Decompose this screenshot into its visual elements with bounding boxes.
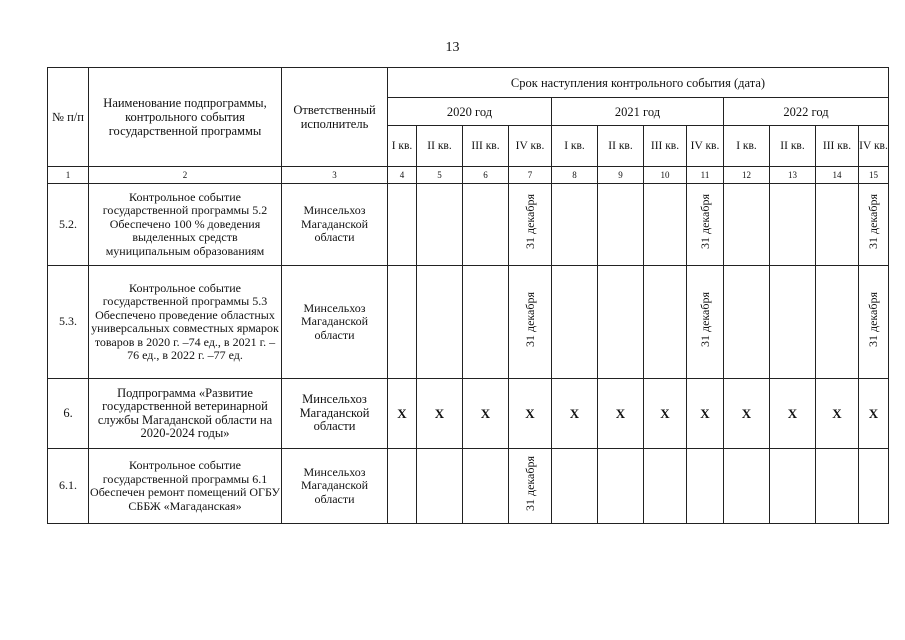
- column-number: 4: [388, 167, 417, 184]
- row-name: Подпрограмма «Развитие государственной ветеринарной службы Магаданской области на 2020-2024 годы»: [89, 379, 282, 449]
- quarter-cell: [816, 184, 859, 266]
- not-applicable-mark: Х: [741, 405, 752, 421]
- row-number: 5.3.: [48, 266, 89, 379]
- quarter-cell: [552, 379, 598, 449]
- header-num: № п/п: [48, 68, 89, 167]
- quarter-cell: [724, 379, 770, 449]
- deadline-date: 31 декабря: [522, 291, 537, 348]
- quarter-cell: [388, 379, 417, 449]
- quarter-cell: [687, 449, 724, 524]
- table-row: [48, 449, 889, 524]
- quarter-cell: [770, 266, 816, 379]
- row-number: 5.2.: [48, 184, 89, 266]
- column-number: 15: [859, 167, 889, 184]
- quarter-cell: [859, 379, 889, 449]
- not-applicable-mark: Х: [525, 405, 535, 421]
- column-number: 1: [48, 167, 89, 184]
- quarter-cell: [770, 379, 816, 449]
- quarter-cell: [598, 266, 644, 379]
- row-responsible: Минсельхоз Магаданской области: [282, 266, 388, 379]
- deadline-date: 31 декабря: [866, 194, 880, 250]
- row-number: 6.: [48, 379, 89, 449]
- not-applicable-mark: Х: [434, 405, 445, 421]
- table-row: [48, 379, 889, 449]
- quarter-cell: [463, 449, 509, 524]
- row-name: Контрольное событие государственной программы 5.2 Обеспечено 100 % доведения выделенных средств муниципальным образованиям: [89, 184, 282, 266]
- quarter-cell: [509, 379, 552, 449]
- quarter-cell: [552, 184, 598, 266]
- quarter-cell: [598, 379, 644, 449]
- not-applicable-mark: Х: [397, 405, 407, 421]
- header-quarter: III кв.: [644, 126, 687, 167]
- table-row: [48, 266, 889, 379]
- not-applicable-mark: Х: [480, 405, 491, 421]
- not-applicable-mark: Х: [660, 405, 670, 421]
- column-number: 2: [89, 167, 282, 184]
- quarter-cell: [509, 449, 552, 524]
- not-applicable-mark: Х: [832, 405, 842, 421]
- column-number: 5: [417, 167, 463, 184]
- not-applicable-mark: Х: [615, 405, 626, 421]
- quarter-cell: [724, 266, 770, 379]
- deadline-date: 31 декабря: [522, 455, 537, 512]
- table-row: [48, 184, 889, 266]
- quarter-cell: [388, 266, 417, 379]
- deadline-date: 31 декабря: [522, 194, 537, 250]
- quarter-cell: [859, 266, 889, 379]
- page-number: 13: [445, 40, 460, 55]
- header-year-2021: 2021 год: [552, 98, 724, 126]
- not-applicable-mark: Х: [787, 405, 798, 421]
- control-events-table: [47, 67, 889, 524]
- not-applicable-mark: Х: [700, 405, 710, 421]
- column-number: 14: [816, 167, 859, 184]
- quarter-cell: [598, 184, 644, 266]
- row-name: Контрольное событие государственной программы 6.1 Обеспечен ремонт помещений ОГБУ СББЖ «Магаданская»: [89, 449, 282, 524]
- header-quarter: IV кв.: [687, 126, 724, 167]
- header-quarter: III кв.: [463, 126, 509, 167]
- column-number: 9: [598, 167, 644, 184]
- quarter-cell: [463, 184, 509, 266]
- header-year-2022: 2022 год: [724, 98, 889, 126]
- column-number: 6: [463, 167, 509, 184]
- quarter-cell: [687, 379, 724, 449]
- column-number: 3: [282, 167, 388, 184]
- quarter-cell: [388, 449, 417, 524]
- deadline-date: 31 декабря: [697, 194, 712, 250]
- quarter-cell: [417, 266, 463, 379]
- row-name: Контрольное событие государственной программы 5.3 Обеспечено проведение областных универсальных совместных ярмарок товаров в 2020 г. –74 ед., в 2021 г. – 76 ед., в 2022 г. –77 ед.: [89, 266, 282, 379]
- header-quarter: IV кв.: [859, 126, 889, 167]
- column-number: 10: [644, 167, 687, 184]
- header-quarter: I кв.: [388, 126, 417, 167]
- row-responsible: Минсельхоз Магаданской области: [282, 449, 388, 524]
- quarter-cell: [644, 379, 687, 449]
- column-number: 7: [509, 167, 552, 184]
- quarter-cell: [598, 449, 644, 524]
- column-number: 13: [770, 167, 816, 184]
- quarter-cell: [509, 266, 552, 379]
- header-responsible: Ответственный исполнитель: [282, 68, 388, 167]
- row-responsible: Минсельхоз Магаданской области: [282, 184, 388, 266]
- quarter-cell: [417, 184, 463, 266]
- row-responsible: Минсельхоз Магаданской области: [282, 379, 388, 449]
- not-applicable-mark: Х: [569, 405, 580, 421]
- column-number: 11: [687, 167, 724, 184]
- quarter-cell: [770, 184, 816, 266]
- quarter-cell: [724, 449, 770, 524]
- deadline-date: 31 декабря: [866, 291, 880, 348]
- quarter-cell: [770, 449, 816, 524]
- header-quarter: II кв.: [417, 126, 463, 167]
- column-number: 8: [552, 167, 598, 184]
- quarter-cell: [859, 184, 889, 266]
- quarter-cell: [724, 184, 770, 266]
- quarter-cell: [644, 449, 687, 524]
- header-quarter: I кв.: [724, 126, 770, 167]
- quarter-cell: [644, 266, 687, 379]
- quarter-cell: [388, 184, 417, 266]
- not-applicable-mark: Х: [868, 405, 879, 421]
- header-year-2020: 2020 год: [388, 98, 552, 126]
- header-quarter: III кв.: [816, 126, 859, 167]
- quarter-cell: [644, 184, 687, 266]
- quarter-cell: [509, 184, 552, 266]
- quarter-cell: [463, 266, 509, 379]
- quarter-cell: [417, 379, 463, 449]
- quarter-cell: [687, 184, 724, 266]
- quarter-cell: [816, 266, 859, 379]
- quarter-cell: [859, 449, 889, 524]
- column-number: 12: [724, 167, 770, 184]
- quarter-cell: [552, 449, 598, 524]
- header-quarter: I кв.: [552, 126, 598, 167]
- header-name: Наименование подпрограммы, контрольного события государственной программы: [89, 68, 282, 167]
- header-quarter: II кв.: [598, 126, 644, 167]
- quarter-cell: [463, 379, 509, 449]
- quarter-cell: [687, 266, 724, 379]
- quarter-cell: [417, 449, 463, 524]
- row-number: 6.1.: [48, 449, 89, 524]
- header-deadline: Срок наступления контрольного события (дата): [388, 68, 889, 98]
- header-quarter: II кв.: [770, 126, 816, 167]
- quarter-cell: [816, 379, 859, 449]
- header-quarter: IV кв.: [509, 126, 552, 167]
- deadline-date: 31 декабря: [697, 291, 712, 348]
- quarter-cell: [816, 449, 859, 524]
- quarter-cell: [552, 266, 598, 379]
